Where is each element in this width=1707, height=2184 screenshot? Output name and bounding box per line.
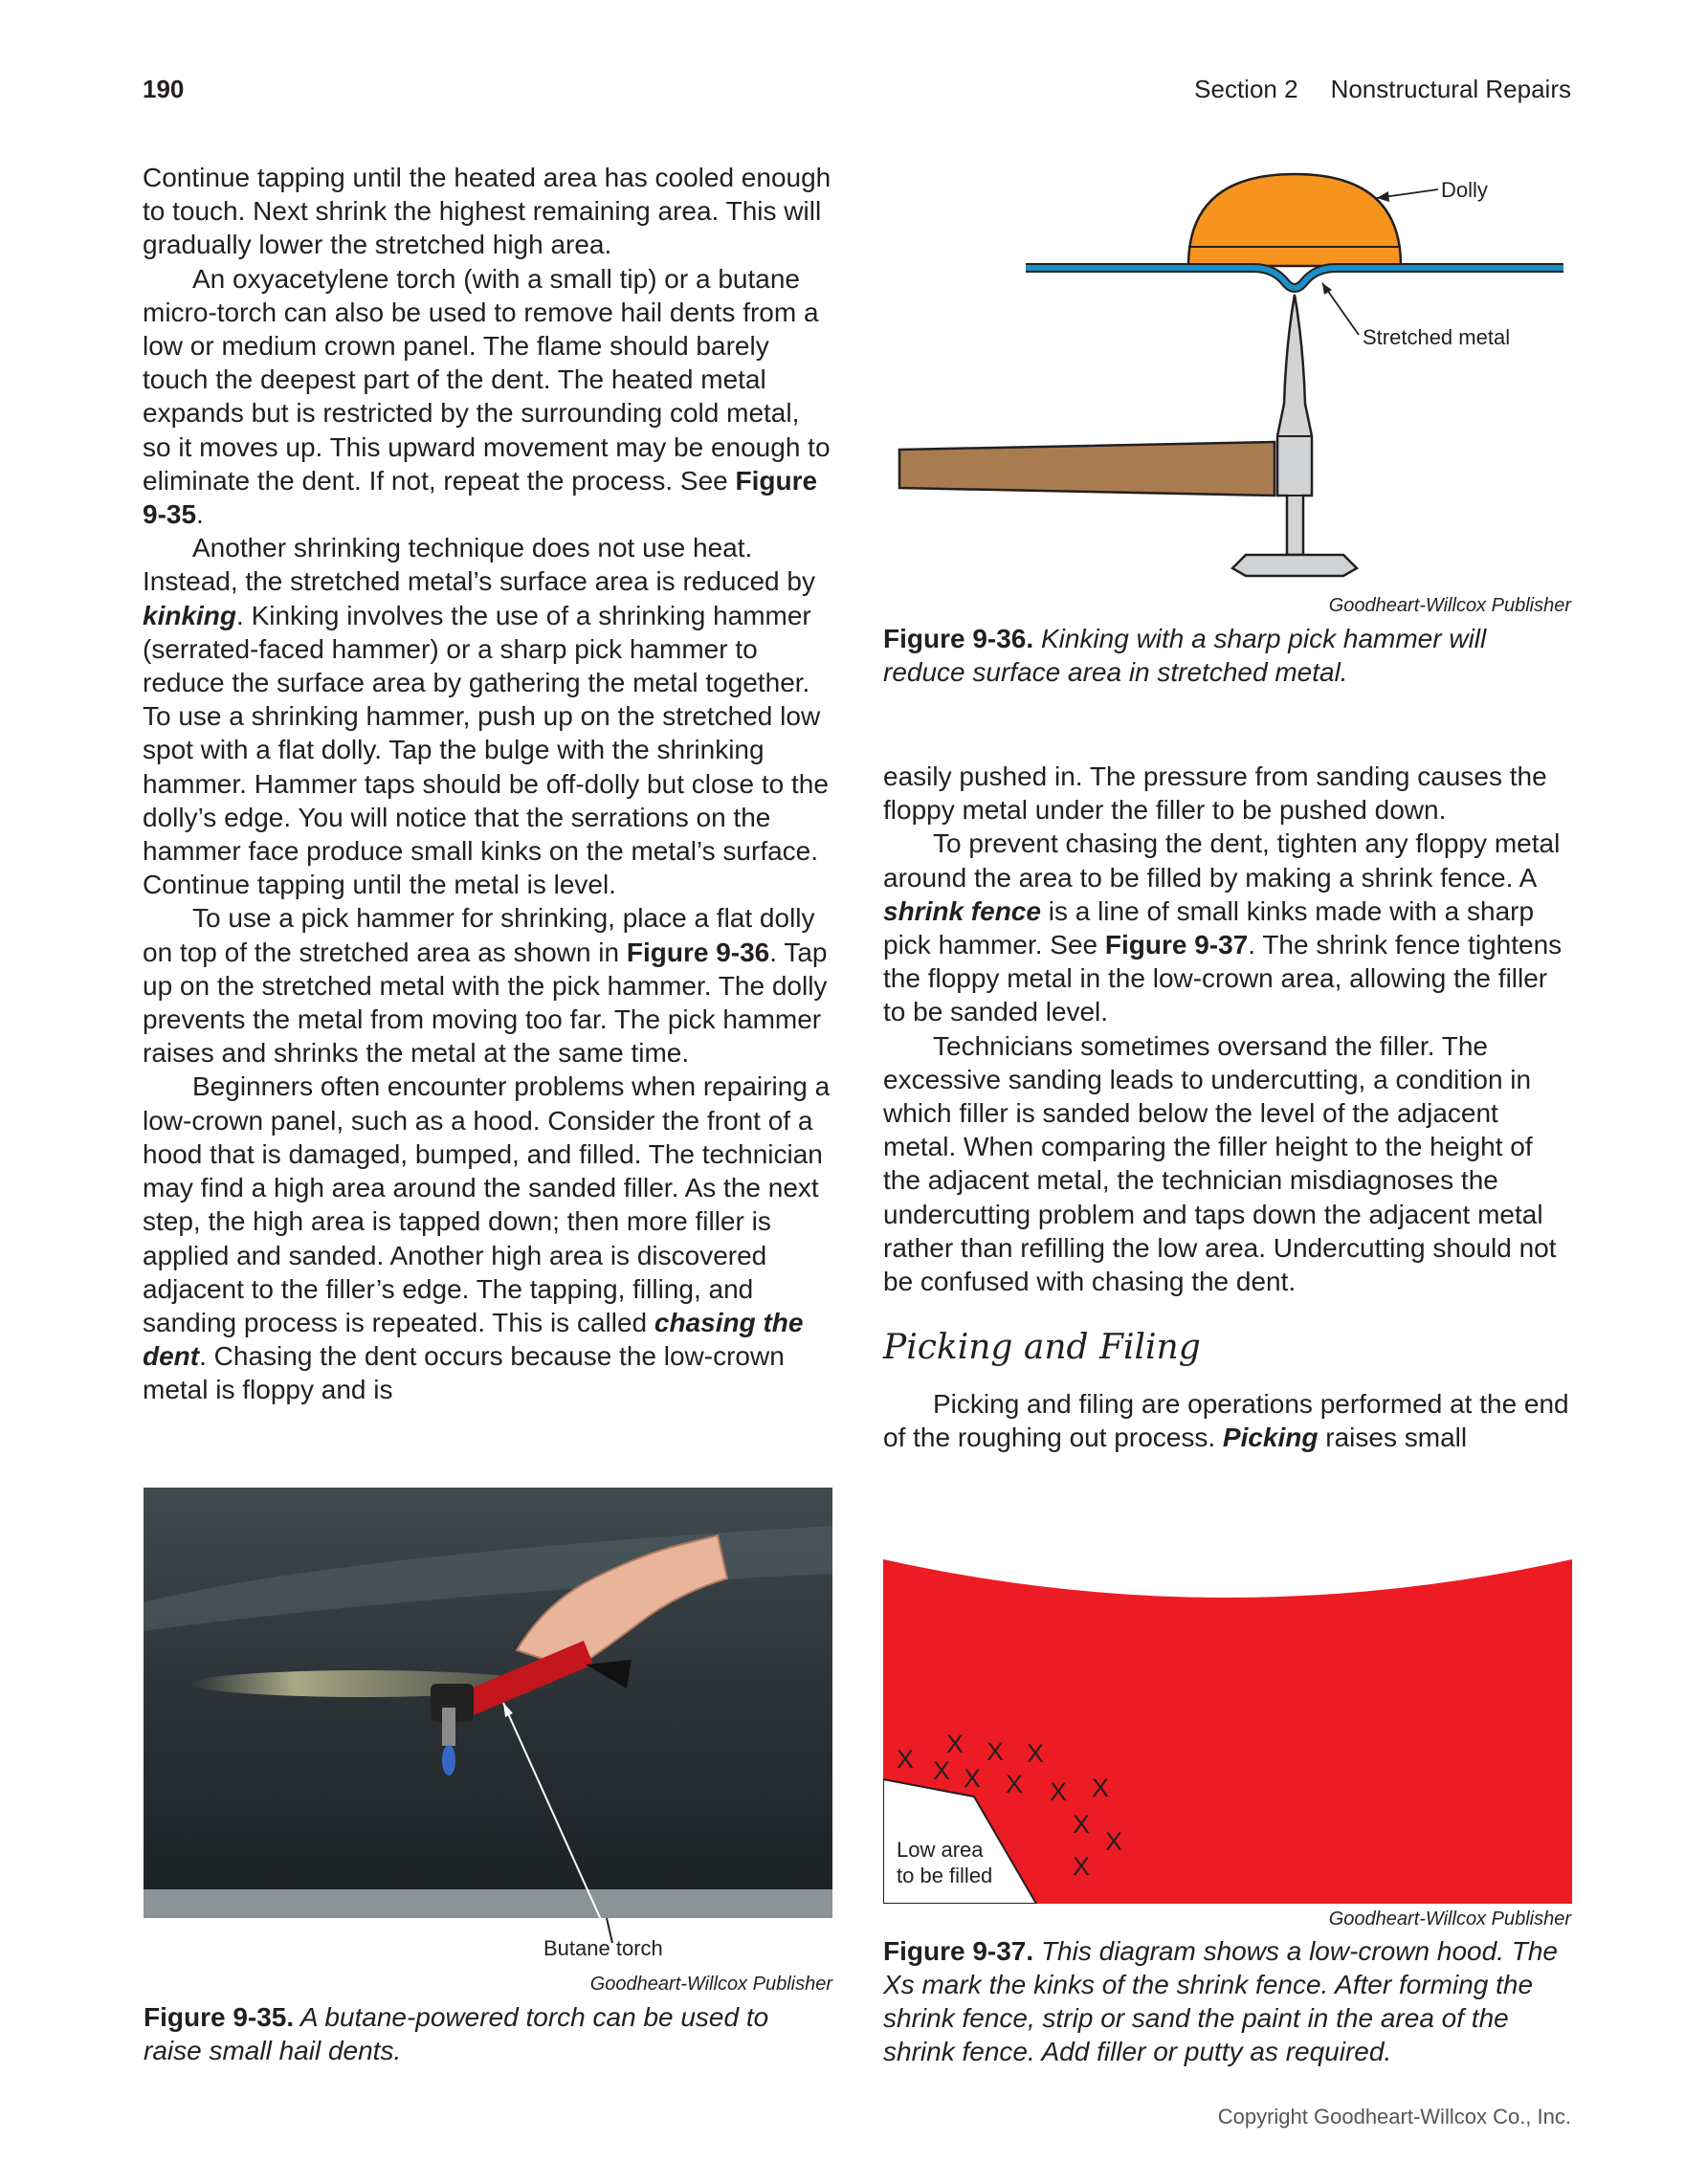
paragraph: easily pushed in. The pressure from sanding causes the floppy metal under the filler to be pushed down. — [883, 761, 1547, 826]
figure-credit: Goodheart-Willcox Publisher — [1328, 1908, 1571, 1930]
copyright-notice: Copyright Goodheart-Willcox Co., Inc. — [1217, 2105, 1571, 2129]
figure-9-35-photo — [144, 1488, 832, 1918]
right-column — [883, 760, 1575, 1298]
kink-mark: X — [1027, 1739, 1045, 1768]
figure-credit: Goodheart-Willcox Publisher — [589, 1974, 832, 1995]
paragraph: An oxyacetylene torch (with a small tip) or a butane micro-torch can also be used to remove hail dents from a low or medium crown panel. The flame should barely touch the deepest part of the dent. The heated metal expands but is restricted by the surrounding cold metal, so it moves up. This upward movement may be enough to eliminate the dent. If not, repeat the process. See Figure 9-35. — [143, 263, 831, 530]
figure-credit: Goodheart-Willcox Publisher — [1328, 595, 1571, 616]
figure-9-35-caption: Figure 9-35. A butane-powered torch can be used to raise small hail dents. — [144, 2002, 769, 2065]
low-area-label: Low area to be filled — [897, 1838, 993, 1887]
paragraph: To prevent chasing the dent, tighten any floppy metal around the area to be filled by making a shrink fence. A shrink fence is a line of small kinks made with a sharp pick hammer. See Figure 9-37. The shrink fence tightens the floppy metal in the low-crown area, allowing the filler to be sanded level. — [883, 828, 1563, 1027]
paragraph: Another shrinking technique does not use heat. Instead, the stretched metal’s surface area is reduced by kinking. Kinking involves the use of a shrinking hammer (serrated-faced hammer) or a sharp pick hammer to reduce the surface area by gathering the metal together. To use a shrinking hammer, push up on the stretched low spot with a flat dolly. Tap the bulge with the shrinking hammer. Hammer taps should be off-dolly but close to the dolly’s edge. You will notice that the serrations on the hammer face produce small kinks on the metal’s surface. Continue tapping until the metal is level. — [143, 533, 829, 900]
kink-mark: X — [1073, 1810, 1091, 1839]
paragraph: Continue tapping until the heated area has cooled enough to touch. Next shrink the highest remaining area. This will gradually lower the stretched high area. — [143, 163, 831, 260]
butane-torch-label: Butane torch — [543, 1936, 663, 1960]
kink-mark: X — [1073, 1852, 1091, 1881]
section-heading: Picking and Filing — [883, 1328, 1201, 1367]
arrowhead — [1322, 283, 1332, 295]
metal-panel-outline — [1026, 268, 1563, 288]
kink-mark: X — [987, 1737, 1005, 1766]
figure-number: Figure 9-35. — [144, 2002, 295, 2032]
paragraph: Picking and filing are operations performed at the end of the roughing out process. Picking raises small — [883, 1389, 1569, 1453]
hammer-face — [1232, 555, 1357, 576]
kink-mark: X — [1050, 1777, 1068, 1806]
stretched-metal-label: Stretched metal — [1363, 325, 1511, 349]
right-column-continued — [883, 1387, 1575, 1454]
key-term: Picking — [1222, 1423, 1319, 1453]
hammer-handle — [899, 442, 1275, 496]
kink-mark: X — [897, 1745, 915, 1774]
paragraph: Technicians sometimes oversand the filler. The excessive sanding leads to undercutting, a condition in which filler is sanded below the level of the adjacent metal. When comparing the filler height to the height of the adjacent metal, the technician misdiagnoses the undercutting problem and taps down the adjacent metal rather than refilling the low area. Undercutting should not be confused with chasing the dent. — [883, 1030, 1557, 1297]
kink-mark: X — [1092, 1774, 1110, 1802]
key-term: chasing the dent — [143, 1307, 804, 1372]
dolly-label: Dolly — [1441, 178, 1488, 202]
paragraph: Beginners often encounter problems when repairing a low-crown panel, such as a hood. Consider the front of a hood that is damaged, bumped, and filled. The technician may find a high area around the sanded filler. As the next step, the high area is tapped down; then more filler is applied and sanded. Another high area is discovered adjacent to the filler’s edge. The tapping, filling, and sanding process is repeated. This is called chasing the dent. Chasing the dent occurs because the low-crown metal is floppy and is — [143, 1071, 831, 1405]
flame — [442, 1745, 455, 1776]
panel-edge — [144, 1889, 832, 1918]
figure-reference: Figure 9-35 — [143, 465, 818, 530]
kink-mark: X — [946, 1730, 964, 1758]
section-title: Nonstructural Repairs — [1330, 75, 1571, 103]
paragraph: To use a pick hammer for shrinking, place a flat dolly on top of the stretched area as shown in Figure 9-36. Tap up on the stretched metal with the pick hammer. The dolly prevents the metal from moving too far. The pick hammer raises and shrinks the metal at the same time. — [143, 903, 828, 1069]
section-label: Section 2 — [1194, 75, 1298, 103]
figure-number: Figure 9-37. — [883, 1936, 1034, 1966]
kink-mark: X — [933, 1756, 951, 1785]
running-header — [1194, 75, 1571, 104]
figure-number: Figure 9-36. — [883, 624, 1034, 653]
figure-reference: Figure 9-36 — [626, 937, 770, 967]
figure-9-36-caption: Figure 9-36. Kinking with a sharp pick hammer will reduce surface area in stretched metal. — [883, 624, 1487, 687]
figure-reference: Figure 9-37 — [1104, 930, 1249, 960]
key-term: kinking — [143, 600, 237, 630]
figure-9-37-caption: Figure 9-37. This diagram shows a low-crown hood. The Xs mark the kinks of the shrink fence. After forming the shrink fence, strip or sand the paint in the area of the shrink fence. Add filler or putty as required. — [883, 1936, 1558, 2066]
figure-9-36-illustration — [880, 153, 1569, 593]
page-number: 190 — [143, 75, 185, 103]
kink-mark: X — [1006, 1770, 1024, 1798]
kink-mark: X — [1105, 1827, 1123, 1856]
kink-mark: X — [964, 1764, 982, 1793]
left-column — [143, 161, 834, 1407]
torch-nozzle — [442, 1708, 455, 1746]
figure-9-37-diagram — [883, 1550, 1572, 1904]
key-term: shrink fence — [883, 895, 1041, 926]
dolly-shape — [1188, 174, 1401, 266]
pick-hammer-head — [1277, 295, 1312, 555]
